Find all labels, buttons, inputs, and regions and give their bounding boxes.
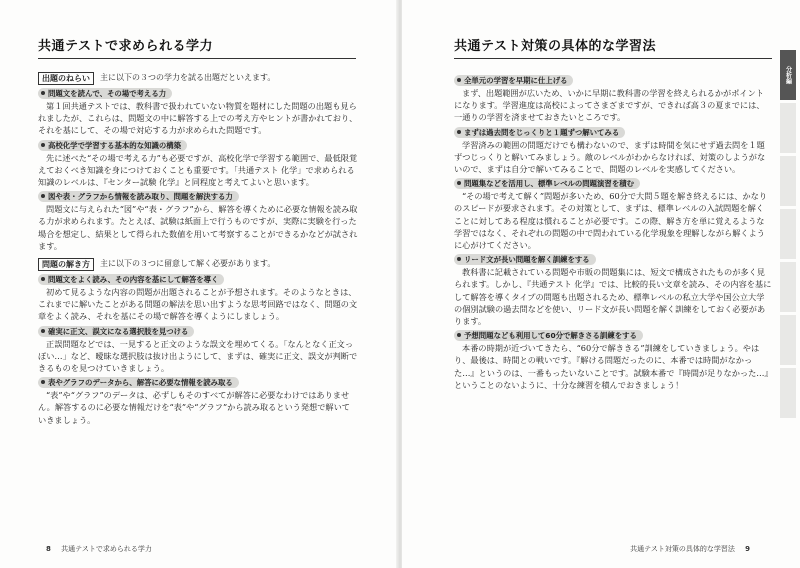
lead-aims [38, 72, 358, 85]
item-heading: まずは過去問をじっくりと１題ずつ解いてみる [454, 127, 625, 138]
item-text: 学習済みの範囲の問題だけでも構わないので、まずは時間を気にせず過去問を１題ずつじっくりと解いてみましょう。敵のレベルがわからなければ、対策のしようがないので、まずは自分で解いてみることで、問題のレベルを実感してください。 [454, 139, 766, 175]
lead-solving [38, 258, 358, 271]
lead-label: 出題のねらい [38, 72, 94, 85]
item-text: 問題文に与えられた“図”や“表・グラフ”から、解答を導くために必要な情報を読み取る力が求められます。たとえば、試験は紙面上で行うものですが、実際に実験を行った場合を想定し、結果として得られた数値を用いて考察することができるかなどが試されます。 [38, 204, 358, 251]
footer-title: 共通テスト対策の具体的な学習法 [630, 545, 735, 553]
lead-text: 主に以下の３つの学力を試る出題だといえます。 [100, 73, 276, 83]
side-tab [780, 103, 796, 153]
side-tab [780, 315, 796, 365]
item-heading: 確実に正文、誤文になる選択肢を見つける [38, 326, 194, 337]
left-page-body [38, 70, 358, 426]
item-text: 正誤問題などでは、一見すると正文のような誤文を埋めてくる。「なんとなく正文っぽい…」など、曖昧な選択肢は抜け出ようにして、まずは、確実に正文、誤文が判断できるものを見つけていきましょう。 [38, 338, 358, 374]
right-page-title: 共通テスト対策の具体的な学習法 [454, 36, 772, 59]
item-text: “その場で考えて解く”問題が多いため、60分で大問５題を解き終えるには、かなりのスピードが要求されます。その対策として、まずは、標準レベルの入試問題を解くことに対してある程度は慣れることが必要です。この際、解き方を単に覚えるような学習ではなく、それぞれの問題の中で問われている化学現象を理解しながら解くように心がけてください。 [454, 191, 768, 251]
page-number: 9 [745, 545, 750, 553]
side-index-tabs [780, 50, 796, 421]
item-heading: リード文が長い問題を解く訓練をする [454, 254, 596, 265]
right-footer [630, 544, 758, 554]
item-text: 初めて見るような内容の問題が出題されることが予想されます。そのようなときは、これまでに解いたことがある問題の解法を思い出すような思考回路ではなく、問題の文章をよく読み、それを基にその場で解答を導くようにしましょう。 [38, 287, 358, 322]
left-footer [38, 544, 152, 554]
side-tab [780, 368, 796, 418]
item-heading: 予想問題なども利用して60分で解きさる訓練をする [454, 330, 643, 341]
item-text: 本番の時期が近づいてきたら、“60分で解ききる”訓練をしていきましょう。やはり、最後は、時間との戦いです。『解ける問題だったのに、本番では時間がなかった…』というのは、一番もったいないことです。試験本番で『時間が足りなかった…』ということのないように、十分な練習を積んでおきましょう！ [454, 343, 769, 390]
item-text: 教科書に記載されている問題や市販の問題集には、短文で構成されたものが多く見られます。しかし、『共通テスト 化学』では、比較的長い文章を読み、その内容を基にして解答を導くタイプの問題も出題されるため、標準レベルの私立大学や国公立大学の個別試験の過去問などを使い、リード文が長い問題を解く訓練をしておく必要があります。 [454, 267, 772, 327]
item-heading: 問題文を読んで、その場で考える力 [38, 88, 172, 99]
right-page-body [454, 72, 772, 391]
item-text: まず、出題範囲が広いため、いかに早期に教科書の学習を終えられるかがポイントになります。学習進度は高校によってさまざまですが、できれば高３の夏までには、一通りの学習を済ませておきたいところです。 [454, 88, 765, 123]
item-text: 第１回共通テストでは、教科書で扱われていない物質を題材にした問題の出題も見られましたが、これらは、問題文の中に解答する上での考え方やヒントが書かれており、それを基にして、その場で対応する力が求められた問題です。 [38, 101, 358, 136]
item-heading: 表やグラフのデータから、解答に必要な情報を読み取る [38, 377, 239, 388]
item-text: “表”や“グラフ”のデータは、必ずしもそのすべてが解答に必要なわけではありません。解答するのに必要な情報だけを“表”や“グラフ”から読み取るという発想で解いていきましょう。 [38, 390, 350, 425]
right-page [402, 0, 800, 568]
item-heading: 全単元の学習を早期に仕上げる [454, 75, 573, 86]
item-text: 先に述べた“その場で考える力”も必要ですが、高校化学で学習する範囲で、最低限覚えておくべき知識を身につけておくことも重要です。「共通テスト 化学」で求められる知識のレベルは、『センター試験 化学』と同程度と考えてよいと思います。 [38, 152, 358, 188]
item-heading: 問題文をよく読み、その内容を基にして解答を導く [38, 274, 224, 285]
side-tab [780, 156, 796, 206]
side-tab-analysis: 分析編 [780, 50, 796, 100]
page-number: 8 [46, 545, 51, 553]
side-tab [780, 262, 796, 312]
item-heading: 高校化学で学習する基本的な知識の構築 [38, 140, 187, 151]
footer-title: 共通テストで求められる学力 [61, 545, 152, 553]
item-heading: 問題集などを活用し、標準レベルの問題演習を積む [454, 178, 640, 189]
lead-label: 問題の解き方 [38, 258, 94, 271]
side-tab [780, 209, 796, 259]
left-page [0, 0, 398, 568]
lead-text: 主に以下の３つに留意して解く必要があります。 [100, 259, 276, 269]
item-heading: 図や表・グラフから情報を読み取り、問題を解決する力 [38, 191, 239, 202]
left-page-title: 共通テストで求められる学力 [38, 36, 356, 59]
